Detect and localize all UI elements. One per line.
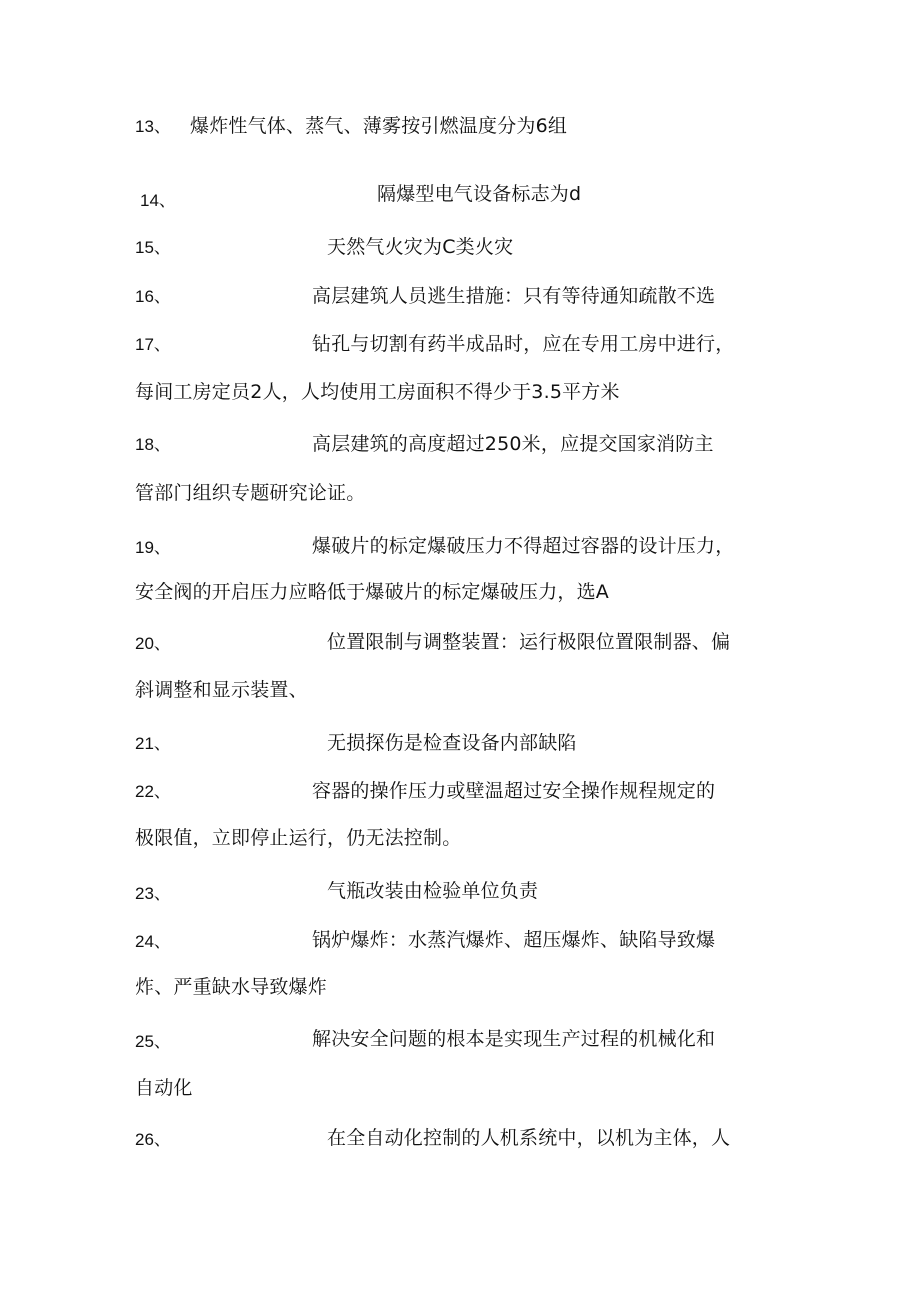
item-number: 17、 [135, 335, 171, 354]
item-text: 位置限制与调整装置：运行极限位置限制器、偏 [327, 631, 731, 653]
item-text: 高层建筑人员逃生措施：只有等待通知疏散不选 [312, 285, 716, 307]
item-text: 天然气火灾为C类火灾 [327, 236, 514, 258]
item-text: 解决安全问题的根本是实现生产过程的机械化和 [312, 1028, 716, 1050]
item-number: 25、 [135, 1032, 171, 1051]
item-text: 无损探伤是检查设备内部缺陷 [327, 732, 577, 754]
item-number: 21、 [135, 734, 171, 753]
item-number: 22、 [135, 782, 171, 801]
item-text-continued: 安全阀的开启压力应略低于爆破片的标定爆破压力，选A [135, 581, 609, 603]
item-number: 24、 [135, 932, 171, 951]
item-number: 26、 [135, 1130, 171, 1149]
item-text: 爆破片的标定爆破压力不得超过容器的设计压力， [312, 535, 735, 557]
item-number: 23、 [135, 884, 171, 903]
item-number: 14、 [140, 191, 176, 210]
item-number: 15、 [135, 238, 171, 257]
item-text-continued: 斜调整和显示装置、 [135, 679, 308, 701]
item-text: 高层建筑的高度超过250米，应提交国家消防主 [312, 433, 714, 455]
item-text: 钻孔与切割有药半成品时，应在专用工房中进行， [312, 333, 735, 355]
item-text: 锅炉爆炸：水蒸汽爆炸、超压爆炸、缺陷导致爆 [312, 929, 716, 951]
item-text-continued: 管部门组织专题研究论证。 [135, 482, 366, 504]
item-number: 13、 [135, 117, 171, 136]
item-number: 16、 [135, 287, 171, 306]
item-text: 在全自动化控制的人机系统中，以机为主体，人 [327, 1127, 731, 1149]
item-text: 隔爆型电气设备标志为d [377, 183, 582, 205]
item-text: 气瓶改装由检验单位负责 [327, 880, 539, 902]
item-number: 20、 [135, 634, 171, 653]
item-text: 容器的操作压力或壁温超过安全操作规程规定的 [312, 780, 716, 802]
item-text-continued: 自动化 [135, 1077, 193, 1099]
item-number: 19、 [135, 538, 171, 557]
item-text-continued: 极限值，立即停止运行，仍无法控制。 [135, 827, 462, 849]
item-number: 18、 [135, 435, 171, 454]
item-text-continued: 炸、严重缺水导致爆炸 [135, 976, 328, 998]
item-text-continued: 每间工房定员2人，人均使用工房面积不得少于3.5平方米 [135, 381, 620, 403]
item-text: 爆炸性气体、蒸气、薄雾按引燃温度分为6组 [190, 115, 568, 137]
